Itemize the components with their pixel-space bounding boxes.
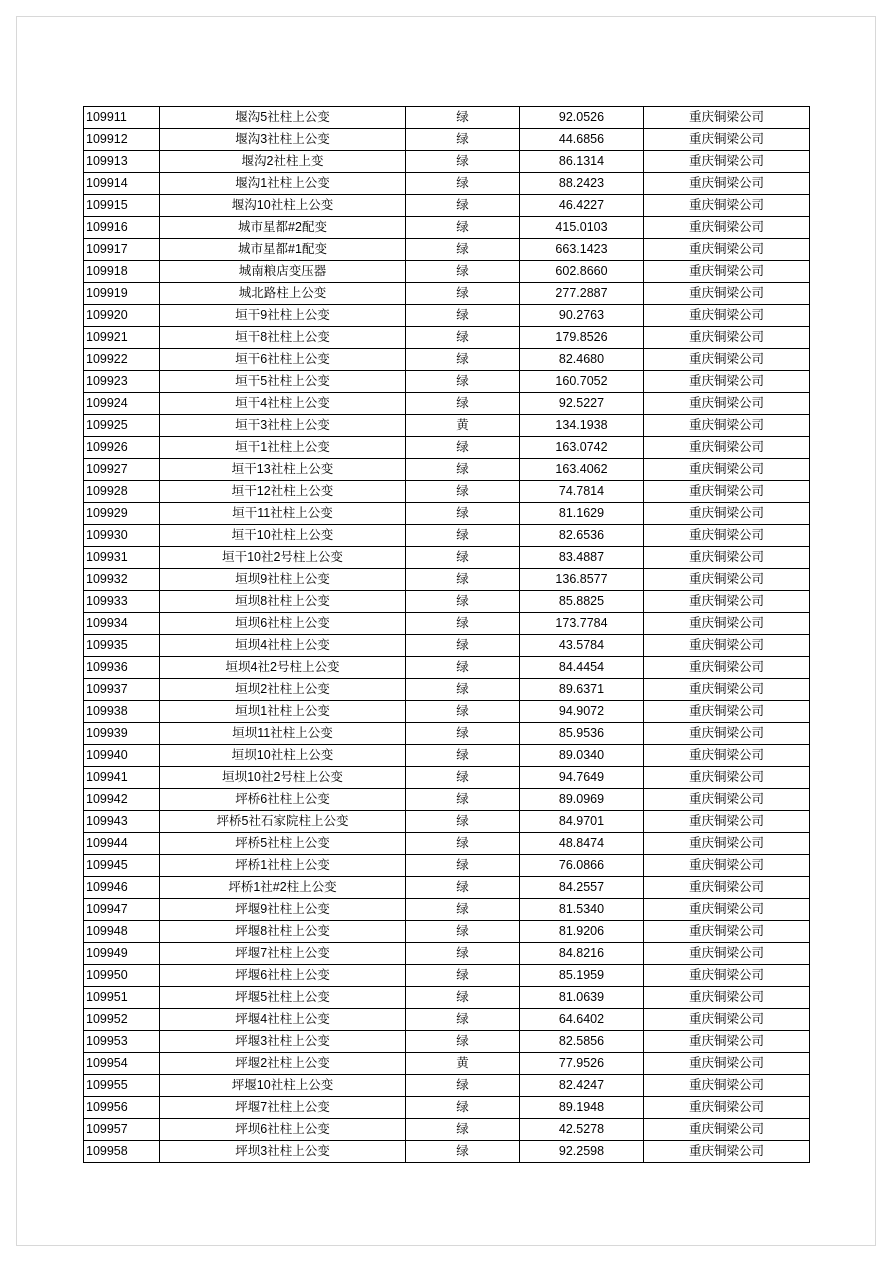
cell-color: 绿: [406, 1031, 520, 1053]
cell-company: 重庆铜梁公司: [644, 283, 810, 305]
cell-company: 重庆铜梁公司: [644, 1141, 810, 1163]
cell-id: 109931: [84, 547, 160, 569]
cell-id: 109938: [84, 701, 160, 723]
cell-company: 重庆铜梁公司: [644, 723, 810, 745]
cell-company: 重庆铜梁公司: [644, 591, 810, 613]
table-row: [84, 305, 810, 327]
cell-value: 84.8216: [520, 943, 644, 965]
cell-color: 黄: [406, 415, 520, 437]
cell-value: 82.5856: [520, 1031, 644, 1053]
cell-company: 重庆铜梁公司: [644, 811, 810, 833]
cell-company: 重庆铜梁公司: [644, 899, 810, 921]
cell-company: 重庆铜梁公司: [644, 217, 810, 239]
cell-company: 重庆铜梁公司: [644, 767, 810, 789]
cell-company: 重庆铜梁公司: [644, 415, 810, 437]
cell-name: 坪坝3社柱上公变: [160, 1141, 406, 1163]
cell-id: 109936: [84, 657, 160, 679]
cell-color: 绿: [406, 833, 520, 855]
cell-color: 绿: [406, 437, 520, 459]
table-row: [84, 635, 810, 657]
cell-id: 109947: [84, 899, 160, 921]
cell-color: 绿: [406, 195, 520, 217]
table-row: [84, 107, 810, 129]
cell-name: 坪堰3社柱上公变: [160, 1031, 406, 1053]
cell-name: 垣干10社柱上公变: [160, 525, 406, 547]
transformer-table: [83, 106, 810, 1163]
cell-value: 160.7052: [520, 371, 644, 393]
cell-value: 415.0103: [520, 217, 644, 239]
cell-company: 重庆铜梁公司: [644, 877, 810, 899]
table-row: [84, 393, 810, 415]
cell-company: 重庆铜梁公司: [644, 657, 810, 679]
table-row: [84, 921, 810, 943]
cell-id: 109948: [84, 921, 160, 943]
cell-name: 坪堰8社柱上公变: [160, 921, 406, 943]
cell-value: 84.9701: [520, 811, 644, 833]
cell-id: 109915: [84, 195, 160, 217]
cell-value: 277.2887: [520, 283, 644, 305]
cell-company: 重庆铜梁公司: [644, 371, 810, 393]
cell-name: 垣坝2社柱上公变: [160, 679, 406, 701]
cell-company: 重庆铜梁公司: [644, 1097, 810, 1119]
table-row: [84, 1075, 810, 1097]
cell-company: 重庆铜梁公司: [644, 613, 810, 635]
table-row: [84, 327, 810, 349]
cell-company: 重庆铜梁公司: [644, 1075, 810, 1097]
table-row: [84, 129, 810, 151]
cell-company: 重庆铜梁公司: [644, 1009, 810, 1031]
cell-id: 109925: [84, 415, 160, 437]
cell-id: 109923: [84, 371, 160, 393]
table-row: [84, 723, 810, 745]
cell-company: 重庆铜梁公司: [644, 921, 810, 943]
cell-id: 109918: [84, 261, 160, 283]
cell-company: 重庆铜梁公司: [644, 349, 810, 371]
cell-id: 109939: [84, 723, 160, 745]
cell-value: 81.0639: [520, 987, 644, 1009]
cell-value: 163.4062: [520, 459, 644, 481]
cell-color: 黄: [406, 1053, 520, 1075]
cell-color: 绿: [406, 767, 520, 789]
cell-value: 173.7784: [520, 613, 644, 635]
cell-name: 坪桥5社柱上公变: [160, 833, 406, 855]
cell-name: 垣坝9社柱上公变: [160, 569, 406, 591]
table-row: [84, 899, 810, 921]
cell-company: 重庆铜梁公司: [644, 635, 810, 657]
transformer-table-container: [83, 106, 809, 1163]
cell-color: 绿: [406, 283, 520, 305]
table-row: [84, 701, 810, 723]
table-row: [84, 987, 810, 1009]
cell-company: 重庆铜梁公司: [644, 745, 810, 767]
cell-value: 94.9072: [520, 701, 644, 723]
table-row: [84, 855, 810, 877]
cell-name: 堰沟2社柱上变: [160, 151, 406, 173]
table-row: [84, 679, 810, 701]
cell-color: 绿: [406, 173, 520, 195]
cell-id: 109953: [84, 1031, 160, 1053]
cell-name: 坪堰2社柱上公变: [160, 1053, 406, 1075]
table-row: [84, 437, 810, 459]
table-row: [84, 415, 810, 437]
cell-id: 109930: [84, 525, 160, 547]
table-row: [84, 1031, 810, 1053]
cell-name: 坪堰5社柱上公变: [160, 987, 406, 1009]
cell-color: 绿: [406, 305, 520, 327]
cell-id: 109926: [84, 437, 160, 459]
cell-color: 绿: [406, 921, 520, 943]
cell-name: 城市星都#2配变: [160, 217, 406, 239]
cell-id: 109934: [84, 613, 160, 635]
cell-color: 绿: [406, 723, 520, 745]
cell-value: 44.6856: [520, 129, 644, 151]
cell-id: 109911: [84, 107, 160, 129]
cell-name: 坪桥6社柱上公变: [160, 789, 406, 811]
cell-id: 109941: [84, 767, 160, 789]
cell-id: 109958: [84, 1141, 160, 1163]
table-row: [84, 525, 810, 547]
cell-value: 81.1629: [520, 503, 644, 525]
cell-value: 136.8577: [520, 569, 644, 591]
cell-id: 109929: [84, 503, 160, 525]
cell-id: 109956: [84, 1097, 160, 1119]
cell-color: 绿: [406, 569, 520, 591]
cell-company: 重庆铜梁公司: [644, 569, 810, 591]
cell-id: 109954: [84, 1053, 160, 1075]
cell-name: 垣干4社柱上公变: [160, 393, 406, 415]
cell-name: 堰沟1社柱上公变: [160, 173, 406, 195]
cell-id: 109920: [84, 305, 160, 327]
cell-color: 绿: [406, 1141, 520, 1163]
cell-color: 绿: [406, 1009, 520, 1031]
cell-color: 绿: [406, 745, 520, 767]
cell-id: 109917: [84, 239, 160, 261]
cell-company: 重庆铜梁公司: [644, 437, 810, 459]
cell-name: 坪桥5社石家院柱上公变: [160, 811, 406, 833]
cell-company: 重庆铜梁公司: [644, 547, 810, 569]
table-row: [84, 591, 810, 613]
table-row: [84, 151, 810, 173]
table-row: [84, 1141, 810, 1163]
cell-id: 109933: [84, 591, 160, 613]
cell-color: 绿: [406, 547, 520, 569]
cell-value: 81.5340: [520, 899, 644, 921]
cell-value: 134.1938: [520, 415, 644, 437]
cell-color: 绿: [406, 151, 520, 173]
cell-value: 92.0526: [520, 107, 644, 129]
table-row: [84, 195, 810, 217]
cell-id: 109950: [84, 965, 160, 987]
cell-color: 绿: [406, 261, 520, 283]
table-row: [84, 811, 810, 833]
table-row: [84, 283, 810, 305]
cell-name: 坪堰4社柱上公变: [160, 1009, 406, 1031]
cell-name: 垣坝6社柱上公变: [160, 613, 406, 635]
table-row: [84, 261, 810, 283]
cell-name: 垣干11社柱上公变: [160, 503, 406, 525]
cell-company: 重庆铜梁公司: [644, 195, 810, 217]
cell-id: 109949: [84, 943, 160, 965]
cell-company: 重庆铜梁公司: [644, 173, 810, 195]
cell-company: 重庆铜梁公司: [644, 327, 810, 349]
cell-id: 109935: [84, 635, 160, 657]
cell-value: 83.4887: [520, 547, 644, 569]
table-row: [84, 745, 810, 767]
cell-id: 109928: [84, 481, 160, 503]
cell-name: 垣干5社柱上公变: [160, 371, 406, 393]
cell-id: 109957: [84, 1119, 160, 1141]
cell-name: 坪堰7社柱上公变: [160, 943, 406, 965]
cell-company: 重庆铜梁公司: [644, 1119, 810, 1141]
cell-name: 坪桥1社柱上公变: [160, 855, 406, 877]
cell-color: 绿: [406, 635, 520, 657]
cell-id: 109942: [84, 789, 160, 811]
table-row: [84, 349, 810, 371]
cell-name: 城北路柱上公变: [160, 283, 406, 305]
cell-color: 绿: [406, 899, 520, 921]
cell-name: 垣干10社2号柱上公变: [160, 547, 406, 569]
table-row: [84, 1097, 810, 1119]
cell-company: 重庆铜梁公司: [644, 393, 810, 415]
table-row: [84, 613, 810, 635]
cell-value: 43.5784: [520, 635, 644, 657]
cell-value: 84.2557: [520, 877, 644, 899]
cell-color: 绿: [406, 217, 520, 239]
cell-name: 坪坝6社柱上公变: [160, 1119, 406, 1141]
cell-value: 89.0340: [520, 745, 644, 767]
cell-name: 垣坝11社柱上公变: [160, 723, 406, 745]
cell-id: 109932: [84, 569, 160, 591]
cell-color: 绿: [406, 877, 520, 899]
cell-value: 163.0742: [520, 437, 644, 459]
cell-value: 602.8660: [520, 261, 644, 283]
table-body: [84, 107, 810, 1163]
cell-value: 82.6536: [520, 525, 644, 547]
cell-color: 绿: [406, 965, 520, 987]
cell-value: 64.6402: [520, 1009, 644, 1031]
cell-color: 绿: [406, 987, 520, 1009]
cell-color: 绿: [406, 503, 520, 525]
cell-company: 重庆铜梁公司: [644, 459, 810, 481]
cell-id: 109937: [84, 679, 160, 701]
cell-company: 重庆铜梁公司: [644, 987, 810, 1009]
cell-color: 绿: [406, 393, 520, 415]
cell-color: 绿: [406, 1075, 520, 1097]
cell-value: 82.4680: [520, 349, 644, 371]
cell-id: 109940: [84, 745, 160, 767]
table-row: [84, 877, 810, 899]
cell-name: 垣干1社柱上公变: [160, 437, 406, 459]
cell-company: 重庆铜梁公司: [644, 1053, 810, 1075]
cell-name: 垣坝10社2号柱上公变: [160, 767, 406, 789]
cell-company: 重庆铜梁公司: [644, 525, 810, 547]
cell-color: 绿: [406, 327, 520, 349]
cell-id: 109946: [84, 877, 160, 899]
cell-name: 垣干12社柱上公变: [160, 481, 406, 503]
table-row: [84, 481, 810, 503]
cell-color: 绿: [406, 525, 520, 547]
cell-name: 坪堰10社柱上公变: [160, 1075, 406, 1097]
cell-id: 109916: [84, 217, 160, 239]
cell-color: 绿: [406, 459, 520, 481]
cell-name: 城市星都#1配变: [160, 239, 406, 261]
table-row: [84, 1053, 810, 1075]
table-row: [84, 239, 810, 261]
cell-color: 绿: [406, 1119, 520, 1141]
cell-name: 垣干3社柱上公变: [160, 415, 406, 437]
cell-value: 90.2763: [520, 305, 644, 327]
cell-id: 109943: [84, 811, 160, 833]
cell-name: 垣坝10社柱上公变: [160, 745, 406, 767]
cell-company: 重庆铜梁公司: [644, 833, 810, 855]
cell-value: 94.7649: [520, 767, 644, 789]
cell-id: 109914: [84, 173, 160, 195]
cell-color: 绿: [406, 657, 520, 679]
table-row: [84, 965, 810, 987]
table-row: [84, 943, 810, 965]
table-row: [84, 459, 810, 481]
cell-name: 垣干6社柱上公变: [160, 349, 406, 371]
cell-company: 重庆铜梁公司: [644, 261, 810, 283]
cell-name: 城南粮店变压器: [160, 261, 406, 283]
cell-id: 109921: [84, 327, 160, 349]
cell-color: 绿: [406, 129, 520, 151]
cell-name: 坪堰7社柱上公变: [160, 1097, 406, 1119]
table-row: [84, 503, 810, 525]
cell-color: 绿: [406, 349, 520, 371]
cell-name: 垣坝1社柱上公变: [160, 701, 406, 723]
cell-color: 绿: [406, 855, 520, 877]
cell-color: 绿: [406, 811, 520, 833]
cell-company: 重庆铜梁公司: [644, 679, 810, 701]
cell-value: 84.4454: [520, 657, 644, 679]
cell-color: 绿: [406, 701, 520, 723]
cell-value: 92.5227: [520, 393, 644, 415]
cell-value: 88.2423: [520, 173, 644, 195]
cell-id: 109952: [84, 1009, 160, 1031]
cell-color: 绿: [406, 371, 520, 393]
cell-name: 堰沟5社柱上公变: [160, 107, 406, 129]
cell-id: 109913: [84, 151, 160, 173]
table-row: [84, 767, 810, 789]
cell-company: 重庆铜梁公司: [644, 129, 810, 151]
cell-value: 76.0866: [520, 855, 644, 877]
cell-company: 重庆铜梁公司: [644, 943, 810, 965]
cell-name: 垣坝4社柱上公变: [160, 635, 406, 657]
cell-color: 绿: [406, 1097, 520, 1119]
cell-color: 绿: [406, 107, 520, 129]
cell-company: 重庆铜梁公司: [644, 789, 810, 811]
cell-value: 85.9536: [520, 723, 644, 745]
cell-id: 109922: [84, 349, 160, 371]
cell-value: 74.7814: [520, 481, 644, 503]
cell-company: 重庆铜梁公司: [644, 107, 810, 129]
table-row: [84, 217, 810, 239]
cell-color: 绿: [406, 481, 520, 503]
cell-company: 重庆铜梁公司: [644, 239, 810, 261]
cell-name: 垣干13社柱上公变: [160, 459, 406, 481]
cell-value: 42.5278: [520, 1119, 644, 1141]
cell-company: 重庆铜梁公司: [644, 151, 810, 173]
cell-company: 重庆铜梁公司: [644, 1031, 810, 1053]
cell-name: 坪堰6社柱上公变: [160, 965, 406, 987]
table-row: [84, 657, 810, 679]
cell-color: 绿: [406, 943, 520, 965]
cell-name: 垣坝8社柱上公变: [160, 591, 406, 613]
cell-value: 82.4247: [520, 1075, 644, 1097]
cell-name: 坪堰9社柱上公变: [160, 899, 406, 921]
cell-company: 重庆铜梁公司: [644, 855, 810, 877]
cell-color: 绿: [406, 789, 520, 811]
cell-company: 重庆铜梁公司: [644, 701, 810, 723]
cell-name: 坪桥1社#2柱上公变: [160, 877, 406, 899]
table-row: [84, 173, 810, 195]
table-row: [84, 1009, 810, 1031]
cell-id: 109927: [84, 459, 160, 481]
cell-company: 重庆铜梁公司: [644, 965, 810, 987]
cell-id: 109919: [84, 283, 160, 305]
cell-company: 重庆铜梁公司: [644, 481, 810, 503]
cell-id: 109951: [84, 987, 160, 1009]
cell-value: 77.9526: [520, 1053, 644, 1075]
table-row: [84, 789, 810, 811]
table-row: [84, 1119, 810, 1141]
cell-company: 重庆铜梁公司: [644, 503, 810, 525]
cell-value: 86.1314: [520, 151, 644, 173]
cell-name: 堰沟10社柱上公变: [160, 195, 406, 217]
cell-id: 109924: [84, 393, 160, 415]
cell-id: 109912: [84, 129, 160, 151]
cell-name: 堰沟3社柱上公变: [160, 129, 406, 151]
cell-value: 85.1959: [520, 965, 644, 987]
cell-value: 46.4227: [520, 195, 644, 217]
cell-name: 垣干8社柱上公变: [160, 327, 406, 349]
cell-company: 重庆铜梁公司: [644, 305, 810, 327]
cell-color: 绿: [406, 679, 520, 701]
table-row: [84, 569, 810, 591]
table-row: [84, 833, 810, 855]
cell-color: 绿: [406, 239, 520, 261]
cell-id: 109944: [84, 833, 160, 855]
cell-name: 垣坝4社2号柱上公变: [160, 657, 406, 679]
cell-name: 垣干9社柱上公变: [160, 305, 406, 327]
cell-value: 81.9206: [520, 921, 644, 943]
cell-value: 663.1423: [520, 239, 644, 261]
cell-color: 绿: [406, 613, 520, 635]
cell-value: 179.8526: [520, 327, 644, 349]
cell-color: 绿: [406, 591, 520, 613]
table-row: [84, 371, 810, 393]
cell-value: 89.0969: [520, 789, 644, 811]
cell-value: 92.2598: [520, 1141, 644, 1163]
cell-id: 109955: [84, 1075, 160, 1097]
cell-value: 89.1948: [520, 1097, 644, 1119]
cell-id: 109945: [84, 855, 160, 877]
cell-value: 48.8474: [520, 833, 644, 855]
cell-value: 85.8825: [520, 591, 644, 613]
cell-value: 89.6371: [520, 679, 644, 701]
table-row: [84, 547, 810, 569]
